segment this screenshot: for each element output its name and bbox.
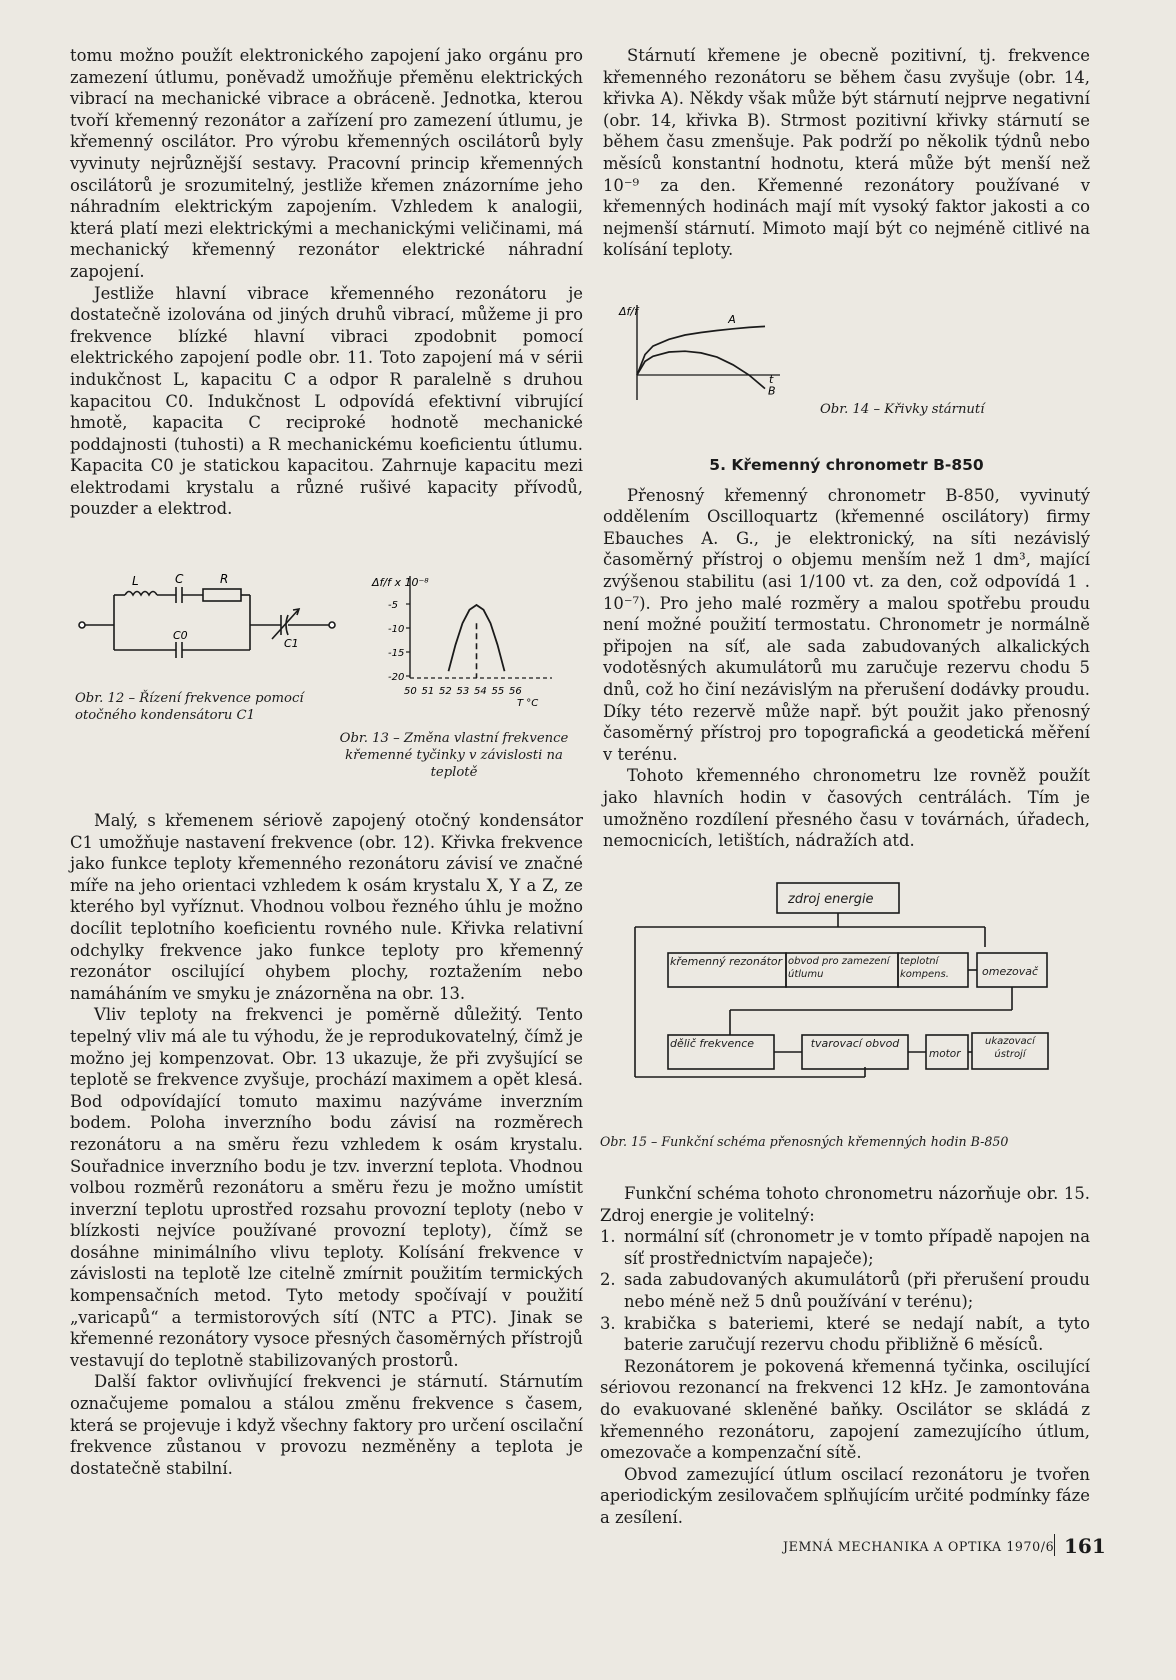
- block-tvarovaci-obvod: tvarovací obvod: [810, 1037, 900, 1050]
- paragraph: Funkční schéma tohoto chronometru názorňuje obr. 15. Zdroj energie je volitelný:: [600, 1184, 1090, 1225]
- figure-12-caption: Obr. 12 – Řízení frekvence pomocí otočného kondensátoru C1: [75, 691, 304, 723]
- left-column-bottom: [70, 810, 583, 1479]
- series-label-B: B: [768, 384, 776, 398]
- right-column-top: [603, 45, 1090, 261]
- figure-14-chart: [615, 295, 815, 425]
- x-axis-label: t: [769, 373, 774, 386]
- y-tick-label: -10: [388, 624, 405, 635]
- label-L: L: [132, 574, 139, 588]
- series-A: [637, 326, 765, 375]
- journal-footer: JEMNÁ MECHANIKA A OPTIKA 1970/6: [783, 1539, 1055, 1554]
- paragraph: Tohoto křemenného chronometru lze rovněž použít jako hlavních hodin v časových centrálách. Tím je umožněno rozdílení přesného času v továrnách, úřadech, nemocnicích, letištích, nádražích atd.: [603, 766, 1090, 851]
- paragraph: Stárnutí křemene je obecně pozitivní, tj. frekvence křemenného rezonátoru se během času zvyšuje (obr. 14, křivka A). Někdy však může být stárnutí nejprve negativní (obr. 14, křivka B). Strmost pozitivní křivky stárnutí se během času zmenšuje. Pak podrží po několik týdnů nebo měsíců konstantní hodnotu, která může být menší než 10⁻⁹ za den. Křemenné rezonátory používané v křemenných hodinách mají mít vysoký faktor jakosti a co nejmenší stárnutí. Mimoto mají být co nejméně citlivé na kolísání teploty.: [603, 46, 1090, 260]
- block-delic-frekvence: dělič frekvence: [670, 1037, 755, 1050]
- block-zdroj-energie: zdroj energie: [788, 892, 874, 907]
- paragraph: Přenosný křemenný chronometr B-850, vyvinutý oddělením Oscilloquartz (křemenné oscilátory) firmy Ebauches A. G., je elektronický, na síti nezávislý časoměrný přístroj o objemu menším než 1 dm³, mající zvýšenou stabilitu (asi 1/100 vt. za den, což odpovídá 1 . 10⁻⁷). Pro jeho malé rozměry a malou spotřebu proudu není možné použití termostatu. Chronometr je normálně připojen na síť, ale sada zabudovaných alkalických vodotěsných akumulátorů mu zaručuje rezervu chodu 5 dnů, což ho činí nezávislým na přerušení dodávky proudu. Díky této rezervě může např. být použit jako přenosný časoměrný přístroj pro topografická a geodetická měření v terénu.: [603, 485, 1090, 764]
- paragraph: Vliv teploty na frekvenci je poměrně důležitý. Tento tepelný vliv má ale tu výhodu, že je reprodukovatelný, čímž je možno jej kompenzovat. Obr. 13 ukazuje, že při zvyšující se teplotě se frekvence zvyšuje, prochází maximem a opět klesá. Bod odpovídající tomuto maximu nazýváme inverzním bodem. Poloha inverzního bodu závisí na rozměrech rezonátoru a na směru řezu vzhledem k osám krystalu. Souřadnice inverzního bodu je tzv. inverzní teplota. Vhodnou volbou rozměrů rezonátoru a směru řezu je možno umístit inverzní teplotu uprostřed rozsahu provozní teploty (nebo v blízkosti nejvíce používané provozní teploty), čímž se dosáhne minimálního vlivu teploty. Kolísání frekvence v závislosti na teplotě lze citelně zmírnit použitím termických kompensačních metod. Tyto metody spočívají v použití „varicapů“ a termistorových sítí (NTC a PTC). Jinak se křemenné rezonátory vysoce přesných časoměrných přístrojů vestavují do teplotně stabilizovaných prostorů.: [70, 1005, 583, 1370]
- y-tick-label: -20: [388, 672, 405, 683]
- list-item: 1. normální síť (chronometr je v tomto případě napojen na síť prostřednictvím napaječe);: [600, 1227, 1090, 1268]
- figure-15-block-diagram: [630, 875, 1090, 1115]
- label-C1: C1: [284, 637, 299, 650]
- paragraph: Další faktor ovlivňující frekvenci je stárnutí. Stárnutím označujeme pomalou a stálou změnu frekvence s časem, která se projevuje i když všechny faktory pro určení oscilační frekvence zůstanou v provozu nezměněny a teplota je dostatečně stabilní.: [70, 1372, 583, 1478]
- right-column-middle: [603, 455, 1090, 852]
- paragraph: Rezonátorem je pokovená křemenná tyčinka, oscilující sériovou rezonancí na frekvenci 12 kHz. Je zamontována do evakuované skleněné baňky. Oscilátor se skládá z křemenného rezonátoru, zapojení zamezujícího útlum, omezovače a kompenzační sítě.: [600, 1356, 1090, 1463]
- paragraph: Obvod zamezující útlum oscilací rezonátoru je tvořen aperiodickým zesilovačem splňujícím určité podmínky fáze a zesílení.: [600, 1464, 1090, 1527]
- y-tick-label: -5: [388, 600, 398, 611]
- block-teplotni-kompens: teplotní kompens.: [900, 956, 949, 980]
- figure-14-caption: Obr. 14 – Křivky stárnutí: [820, 402, 985, 417]
- x-tick-label: 50: [404, 686, 417, 697]
- x-tick-label: 55: [491, 686, 505, 697]
- x-tick-label: 53: [456, 686, 470, 697]
- x-tick-label: 56: [509, 686, 522, 697]
- x-tick-label: 51: [421, 686, 435, 697]
- label-R: R: [220, 572, 229, 586]
- series-label-A: A: [728, 312, 736, 326]
- section-heading: 5. Křemenný chronometr B-850: [709, 456, 984, 474]
- series-B: [637, 351, 765, 388]
- left-column-top: [70, 45, 583, 520]
- list-item: 2. sada zabudovaných akumulátorů (při přerušení proudu nebo méně než 5 dnů používání v terénu);: [600, 1270, 1090, 1311]
- y-axis-label: Δf/f x 10⁻⁸: [372, 576, 429, 589]
- block-obvod-utlum: obvod pro zamezení útlumu: [788, 956, 890, 980]
- x-axis-label: T °C: [517, 698, 539, 709]
- block-omezovac: omezovač: [982, 965, 1039, 978]
- figure-12-circuit: [70, 565, 340, 675]
- block-rezonator: křemenný rezonátor: [670, 955, 783, 968]
- block-motor: motor: [929, 1048, 961, 1060]
- right-column-bottom: [600, 1183, 1090, 1529]
- block-ukazovaci-ustroji: ukazovací ústrojí: [985, 1036, 1035, 1060]
- paragraph: Malý, s křemenem sériově zapojený otočný kondensátor C1 umožňuje nastavení frekvence (obr. 12). Křivka frekvence jako funkce teploty křemenného rezonátoru závisí ve značné míře na jeho orientaci vzhledem k osám krystalu X, Y a Z, ze kterého byl vyříznut. Vhodnou volbou řezného úhlu je možno docílit teplotního koeficientu rovného nule. Křivka relativní odchylky frekvence jako funkce teploty pro křemenný rezonátor oscilující ohybem plochy, roztažením nebo namáháním ve smyku je znázorněna na obr. 13.: [70, 811, 583, 1003]
- list-item: 3. krabička s bateriemi, které se nedají nabít, a tyto baterie zaručují rezervu chodu přibližně 6 měsíců.: [600, 1313, 1090, 1355]
- label-C: C: [175, 572, 184, 586]
- figure-15-caption: Obr. 15 – Funkční schéma přenosných křemenných hodin B-850: [600, 1134, 1009, 1149]
- x-tick-label: 54: [474, 686, 487, 697]
- footer-separator: [1054, 1534, 1055, 1556]
- figure-13-caption: Obr. 13 – Změna vlastní frekvence křemenné tyčinky v závislosti na teplotě: [339, 731, 569, 780]
- label-C0: C0: [173, 629, 188, 642]
- page-number: 161: [1064, 1534, 1106, 1558]
- paragraph: Jestliže hlavní vibrace křemenného rezonátoru je dostatečně izolována od jiných druhů vibrací, můžeme ji pro frekvence blízké hlavní vibraci zpodobnit pomocí elektrického zapojení podle obr. 11. Toto zapojení má v sérii indukčnost L, kapacitu C a odpor R paralelně s druhou kapacitou C0. Indukčnost L odpovídá efektivní vibrující hmotě, kapacita C reciproké hodnotě mechanické poddajnosti (tuhosti) a R mechanickému koeficientu útlumu. Kapacita C0 je statickou kapacitou. Zahrnuje kapacitu mezi elektrodami krystalu a různé rušivé kapacity přívodů, pouzder a elektrod.: [70, 283, 583, 519]
- paragraph: tomu možno použít elektronického zapojení jako orgánu pro zamezení útlumu, poněvadž umožňuje přeměnu elektrických vibrací na mechanické vibrace a obráceně. Jednotka, kterou tvoří křemenný rezonátor a zařízení pro zamezení útlumu, je křemenný oscilátor. Pro výrobu křemenných oscilátorů byly vyvinuty nejrůznější sestavy. Pracovní princip křemenných oscilátorů je srozumitelný, jestliže křemen znázorníme jeho náhradním elektrickým zapojením. Vzhledem k analogii, která platí mezi elektrickými a mechanickými veličinami, má mechanický křemenný rezonátor elektrické náhradní zapojení.: [70, 46, 583, 281]
- y-tick-label: -15: [388, 648, 405, 659]
- energy-source-list: [600, 1226, 1090, 1356]
- y-axis-label: Δf/f: [619, 305, 638, 318]
- x-tick-label: 52: [439, 686, 452, 697]
- figure-13-chart: [362, 568, 562, 718]
